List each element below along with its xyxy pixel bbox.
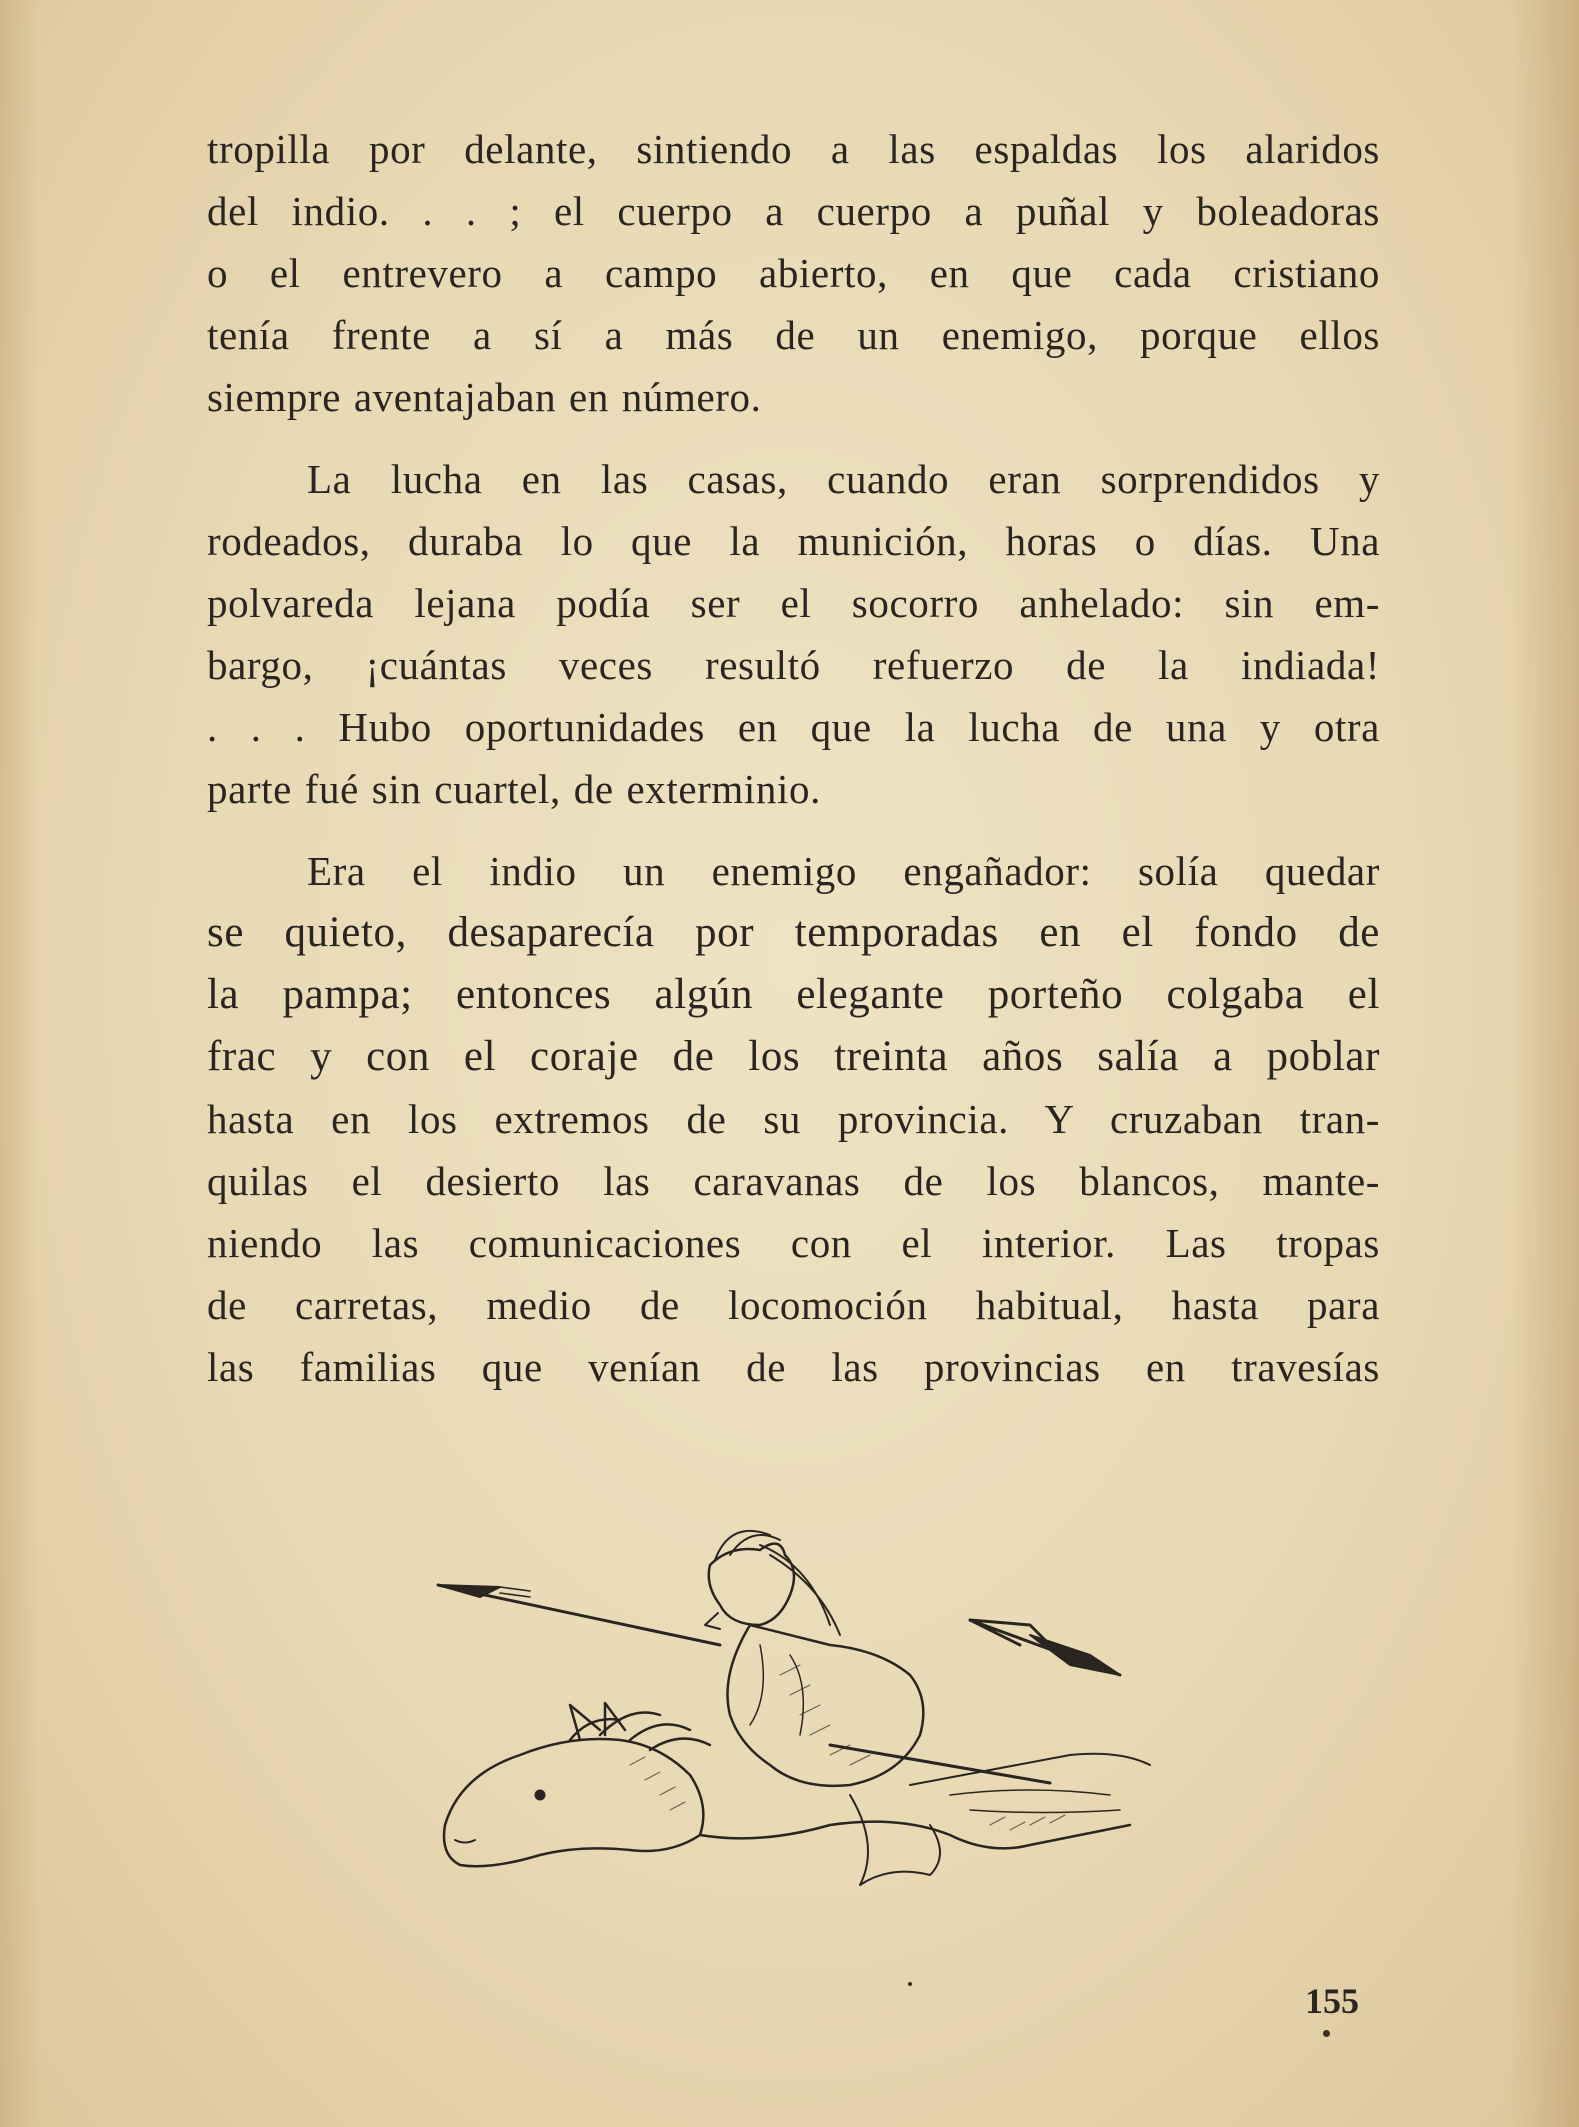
- horse-leg: [850, 1795, 940, 1885]
- text-line: siempre aventajaban en número.: [207, 374, 762, 420]
- horse-head: [444, 1739, 703, 1866]
- text-line: las familias que venían de las provincias en travesías: [207, 1344, 1380, 1390]
- page-edge-shadow-left: [0, 0, 40, 2127]
- text-line: se quieto, desaparecía por temporadas en el fondo de: [207, 909, 1380, 956]
- paragraph-2: [207, 448, 1380, 820]
- body-text: [207, 118, 1380, 1398]
- text-line: La lucha en las casas, cuando eran sorprendidos y: [307, 456, 1380, 502]
- text-line: de carretas, medio de locomoción habitual, hasta para: [207, 1282, 1380, 1328]
- page-edge-shadow-right: [1509, 0, 1579, 2127]
- text-line: del indio. . . ; el cuerpo a cuerpo a puñal y boleadoras: [207, 188, 1380, 234]
- print-speck: [908, 1982, 912, 1986]
- print-speck: [1323, 2030, 1330, 2037]
- horse-body: [700, 1822, 1130, 1849]
- text-line: bargo, ¡cuántas veces resultó refuerzo de la indiada!: [207, 642, 1380, 688]
- text-line: polvareda lejana podía ser el socorro anhelado: sin em-: [207, 580, 1380, 626]
- text-line: quilas el desierto las caravanas de los blancos, mante-: [207, 1158, 1380, 1204]
- rider-body: [728, 1625, 924, 1786]
- text-line: parte fué sin cuartel, de exterminio.: [207, 766, 821, 812]
- text-line: tropilla por delante, sintiendo a las espaldas los alaridos: [207, 126, 1380, 172]
- horseman-with-spear-illustration: [430, 1525, 1160, 1905]
- horse-eye: [535, 1790, 545, 1800]
- text-line: o el entrevero a campo abierto, en que cada cristiano: [207, 250, 1380, 296]
- text-line: rodeados, duraba lo que la munición, horas o días. Una: [207, 518, 1380, 564]
- page-number: 155: [1305, 1981, 1359, 2021]
- text-line: niendo las comunicaciones con el interior. Las tropas: [207, 1220, 1380, 1266]
- text-line: frac y con el coraje de los treinta años salía a poblar: [207, 1033, 1380, 1080]
- text-line: la pampa; entonces algún elegante porteño colgaba el: [207, 971, 1380, 1018]
- text-line: hasta en los extremos de su provincia. Y cruzaban tran-: [207, 1096, 1380, 1142]
- text-line: . . . Hubo oportunidades en que la lucha de una y otra: [207, 704, 1380, 750]
- text-line: Era el indio un enemigo engañador: solía quedar: [307, 848, 1380, 894]
- text-line: tenía frente a sí a más de un enemigo, porque ellos: [207, 312, 1380, 358]
- paragraph-3: [207, 840, 1380, 1398]
- paragraph-1: [207, 118, 1380, 428]
